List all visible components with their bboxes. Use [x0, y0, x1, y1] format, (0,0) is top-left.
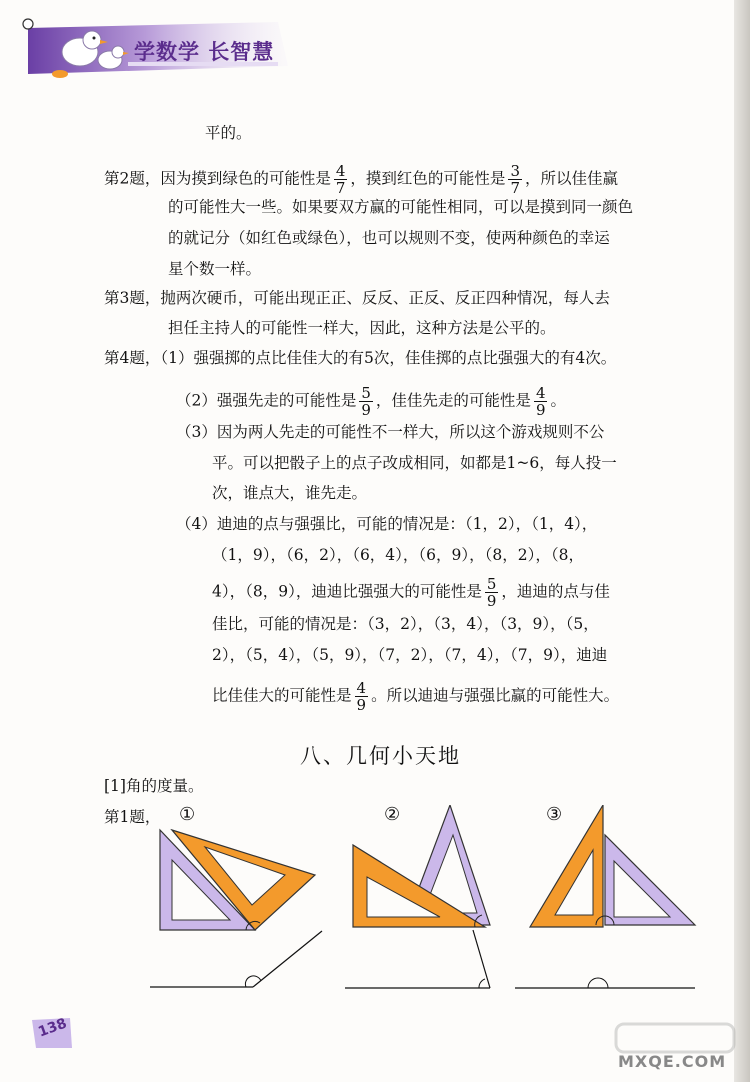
text-line: 的可能性大一些。如果要双方赢的可能性相同，可以是摸到同一颜色: [168, 198, 634, 216]
figure-label-1: ①: [179, 804, 196, 825]
numerator: 4: [356, 679, 367, 697]
text-line: 第4题，（1）强强掷的点比佳佳大的有5次，佳佳掷的点比强强大的有4次。: [104, 349, 617, 367]
denominator: 9: [486, 592, 497, 610]
ducks-icon: [20, 14, 130, 84]
text-segment: （2）强强先走的可能性是: [176, 391, 357, 410]
text-segment: 第2题，因为摸到绿色的可能性是: [104, 169, 331, 188]
text-segment: ，佳佳先走的可能性是: [375, 391, 531, 410]
numerator: 3: [510, 162, 520, 180]
text-line: 平的。: [205, 124, 252, 142]
watermark-text: MXQE.COM: [618, 1052, 727, 1071]
denominator: 9: [361, 401, 371, 419]
section-title: 八、几何小天地: [300, 744, 461, 768]
fraction-5-9: [359, 385, 373, 418]
text-segment: 比佳佳大的可能性是: [212, 686, 352, 705]
text-line: 担任主持人的可能性一样大，因此，这种方法是公平的。: [168, 319, 556, 337]
text-line: 次，谁点大，谁先走。: [212, 484, 368, 502]
q4-4-line-6: [212, 680, 619, 713]
page-spine: [734, 0, 750, 1082]
q4-4-line-3: [212, 576, 610, 609]
question-1-label: 第1题，: [104, 808, 161, 826]
text-line: 的就记分（如红色或绿色），也可以规则不变，使两种颜色的幸运: [168, 229, 610, 247]
text-line: 佳比，可能的情况是：（3，2），（3，4），（3，9），（5，: [212, 615, 599, 633]
denominator: 9: [535, 401, 546, 419]
text-line: （4）迪迪的点与强强比，可能的情况是：（1，2），（1，4），: [176, 515, 598, 533]
denominator: 7: [335, 179, 346, 197]
text-segment: ，所以佳佳赢: [524, 169, 618, 188]
page-header: [0, 0, 320, 95]
text-line: （1，9），（6，2），（6，4），（6，9），（8，2），（8，: [212, 546, 584, 564]
watermark-logo: [610, 1020, 740, 1080]
fraction-4-9: [355, 680, 369, 713]
fraction-5-9: [485, 576, 499, 609]
text-segment: ，迪迪的点与佳: [501, 582, 610, 601]
header-brand-title: 学数学 长智慧: [134, 40, 275, 64]
denominator: 9: [356, 696, 367, 714]
fraction-3-7: [508, 163, 522, 196]
text-line: （3）因为两人先走的可能性不一样大，所以这个游戏规则不公: [176, 423, 605, 441]
numerator: 4: [335, 162, 346, 180]
q4-2-line: [176, 385, 566, 418]
protractor-figure-1: [150, 805, 340, 1005]
q2-line-1: [104, 163, 618, 196]
text-line: 星个数一样。: [168, 260, 262, 278]
text-segment: ，摸到红色的可能性是: [350, 169, 506, 188]
figure-label-2: ②: [384, 804, 401, 825]
text-line: 平。可以把骰子上的点子改成相同，如都是1~6，每人投一: [212, 454, 617, 472]
fraction-4-9: [534, 385, 548, 418]
numerator: 5: [486, 575, 497, 593]
figure-label-3: ③: [546, 804, 563, 825]
section-subtitle: [1]角的度量。: [104, 777, 204, 795]
text-line: 第3题，抛两次硬币，可能出现正正、反反、正反、反正四种情况，每人去: [104, 289, 610, 307]
page-number: 138: [36, 1015, 70, 1041]
text-segment: 。所以迪迪与强强比赢的可能性大。: [371, 686, 620, 705]
text-segment: 4），（8，9），迪迪比强强大的可能性是: [212, 582, 482, 601]
denominator: 7: [510, 179, 520, 197]
protractor-figure-2: [345, 805, 505, 1005]
text-segment: 。: [550, 391, 566, 410]
fraction-4-7: [334, 163, 348, 196]
numerator: 5: [361, 384, 371, 402]
text-line: 2），（5，4），（5，9），（7，2），（7，4），（7，9），迪迪: [212, 646, 608, 664]
numerator: 4: [535, 384, 546, 402]
protractor-figure-3: [510, 805, 705, 1005]
